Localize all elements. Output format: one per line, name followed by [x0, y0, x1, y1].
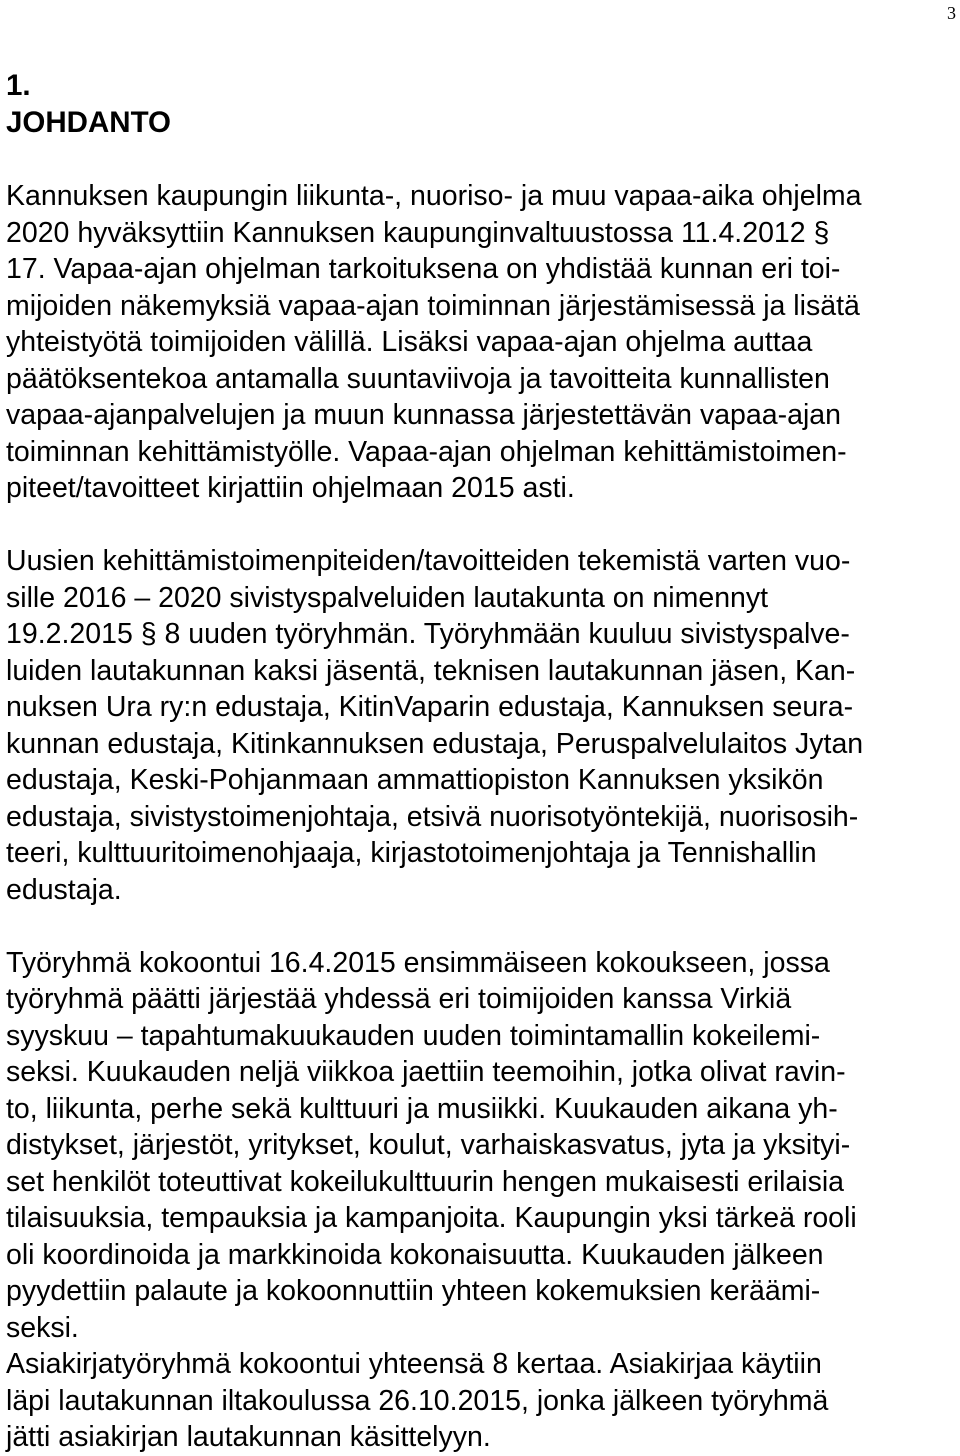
paragraph-line: työryhmä päätti järjestää yhdessä eri toimijoiden kanssa Virkiä: [6, 983, 792, 1015]
paragraph-line: päätöksentekoa antamalla suuntaviivoja ja tavoitteita kunnallisten: [6, 362, 830, 395]
paragraph-line: Asiakirjatyöryhmä kokoontui yhteensä 8 kertaa. Asiakirjaa käytiin: [6, 1348, 822, 1380]
paragraph-line: vapaa-ajanpalvelujen ja muun kunnassa järjestettävän vapaa-ajan: [6, 399, 841, 431]
section-number: 1.: [6, 69, 31, 102]
paragraph-working-group: [6, 543, 956, 908]
section-title: JOHDANTO: [6, 105, 172, 139]
section-heading: [6, 68, 956, 141]
paragraph-line: syyskuu – tapahtumakuukauden uuden toimintamallin kokeilemi-: [6, 1019, 821, 1052]
paragraph-line: seksi.: [6, 1311, 79, 1344]
paragraph-line: Uusien kehittämistoimenpiteiden/tavoitteiden tekemistä varten vuo-: [6, 545, 851, 577]
paragraph-line: Kannuksen kaupungin liikunta-, nuoriso- ja muu vapaa-aika ohjelma: [6, 180, 862, 212]
paragraph-line: to, liikunta, perhe sekä kulttuuri ja musiikki. Kuukauden aikana yh-: [6, 1092, 838, 1125]
paragraph-gap: [6, 908, 956, 945]
paragraph-line: piteet/tavoitteet kirjattiin ohjelmaan 2015 asti.: [6, 472, 575, 504]
paragraph-line: seksi. Kuukauden neljä viikkoa jaettiin teemoihin, jotka olivat ravin-: [6, 1056, 846, 1088]
paragraph-gap: [6, 507, 956, 544]
paragraph-line: sille 2016 – 2020 sivistyspalveluiden lautakunta on nimennyt: [6, 581, 769, 614]
paragraph-line: läpi lautakunnan iltakoulussa 26.10.2015, jonka jälkeen työryhmä: [6, 1384, 829, 1417]
paragraph-line: distykset, järjestöt, yritykset, koulut, varhaiskasvatus, jyta ja yksityi-: [6, 1129, 851, 1161]
paragraph-line: oli koordinoida ja markkinoida kokonaisuutta. Kuukauden jälkeen: [6, 1238, 824, 1271]
spacer: [6, 141, 956, 178]
page-number: 3: [947, 3, 956, 23]
paragraph-line: jätti asiakirjan lautakunnan käsittelyyn.: [6, 1421, 491, 1453]
paragraph-line: nuksen Ura ry:n edustaja, KitinVaparin edustaja, Kannuksen seura-: [6, 691, 854, 723]
paragraph-line: 17. Vapaa-ajan ohjelman tarkoituksena on yhdistää kunnan eri toi-: [6, 253, 841, 285]
paragraph-line: tilaisuuksia, tempauksia ja kampanjoita. Kaupungin yksi tärkeä rooli: [6, 1202, 857, 1234]
paragraph-line: kunnan edustaja, Kitinkannuksen edustaja, Peruspalvelulaitos Jytan: [6, 727, 864, 760]
paragraph-line: edustaja, Keski-Pohjanmaan ammattiopiston Kannuksen yksikön: [6, 764, 824, 796]
paragraph-line: 19.2.2015 § 8 uuden työryhmän. Työryhmään kuuluu sivistyspalve-: [6, 618, 850, 650]
paragraph-intro: [6, 178, 956, 507]
paragraph-line: teeri, kulttuuritoimenohjaaja, kirjastotoimenjohtaja ja Tennishallin: [6, 837, 817, 869]
paragraph-meetings: [6, 945, 956, 1347]
paragraph-line: edustaja.: [6, 873, 122, 906]
paragraph-document-group: [6, 1346, 956, 1456]
paragraph-line: set henkilöt toteuttivat kokeilukulttuurin hengen mukaisesti erilaisia: [6, 1165, 845, 1198]
paragraph-line: edustaja, sivistystoimenjohtaja, etsivä nuorisotyöntekijä, nuorisosih-: [6, 800, 859, 833]
paragraph-line: toiminnan kehittämistyölle. Vapaa-ajan ohjelman kehittämistoimen-: [6, 435, 847, 468]
paragraph-line: yhteistyötä toimijoiden välillä. Lisäksi vapaa-ajan ohjelma auttaa: [6, 326, 813, 358]
document-body: [6, 68, 956, 1456]
paragraph-line: luiden lautakunnan kaksi jäsentä, teknisen lautakunnan jäsen, Kan-: [6, 654, 856, 687]
paragraph-line: mijoiden näkemyksiä vapaa-ajan toiminnan järjestämisessä ja lisätä: [6, 289, 860, 322]
paragraph-line: 2020 hyväksyttiin Kannuksen kaupunginvaltuustossa 11.4.2012 §: [6, 216, 830, 249]
paragraph-line: Työryhmä kokoontui 16.4.2015 ensimmäiseen kokoukseen, jossa: [6, 946, 830, 979]
paragraph-line: pyydettiin palaute ja kokoonnuttiin yhteen kokemuksien keräämi-: [6, 1275, 821, 1307]
